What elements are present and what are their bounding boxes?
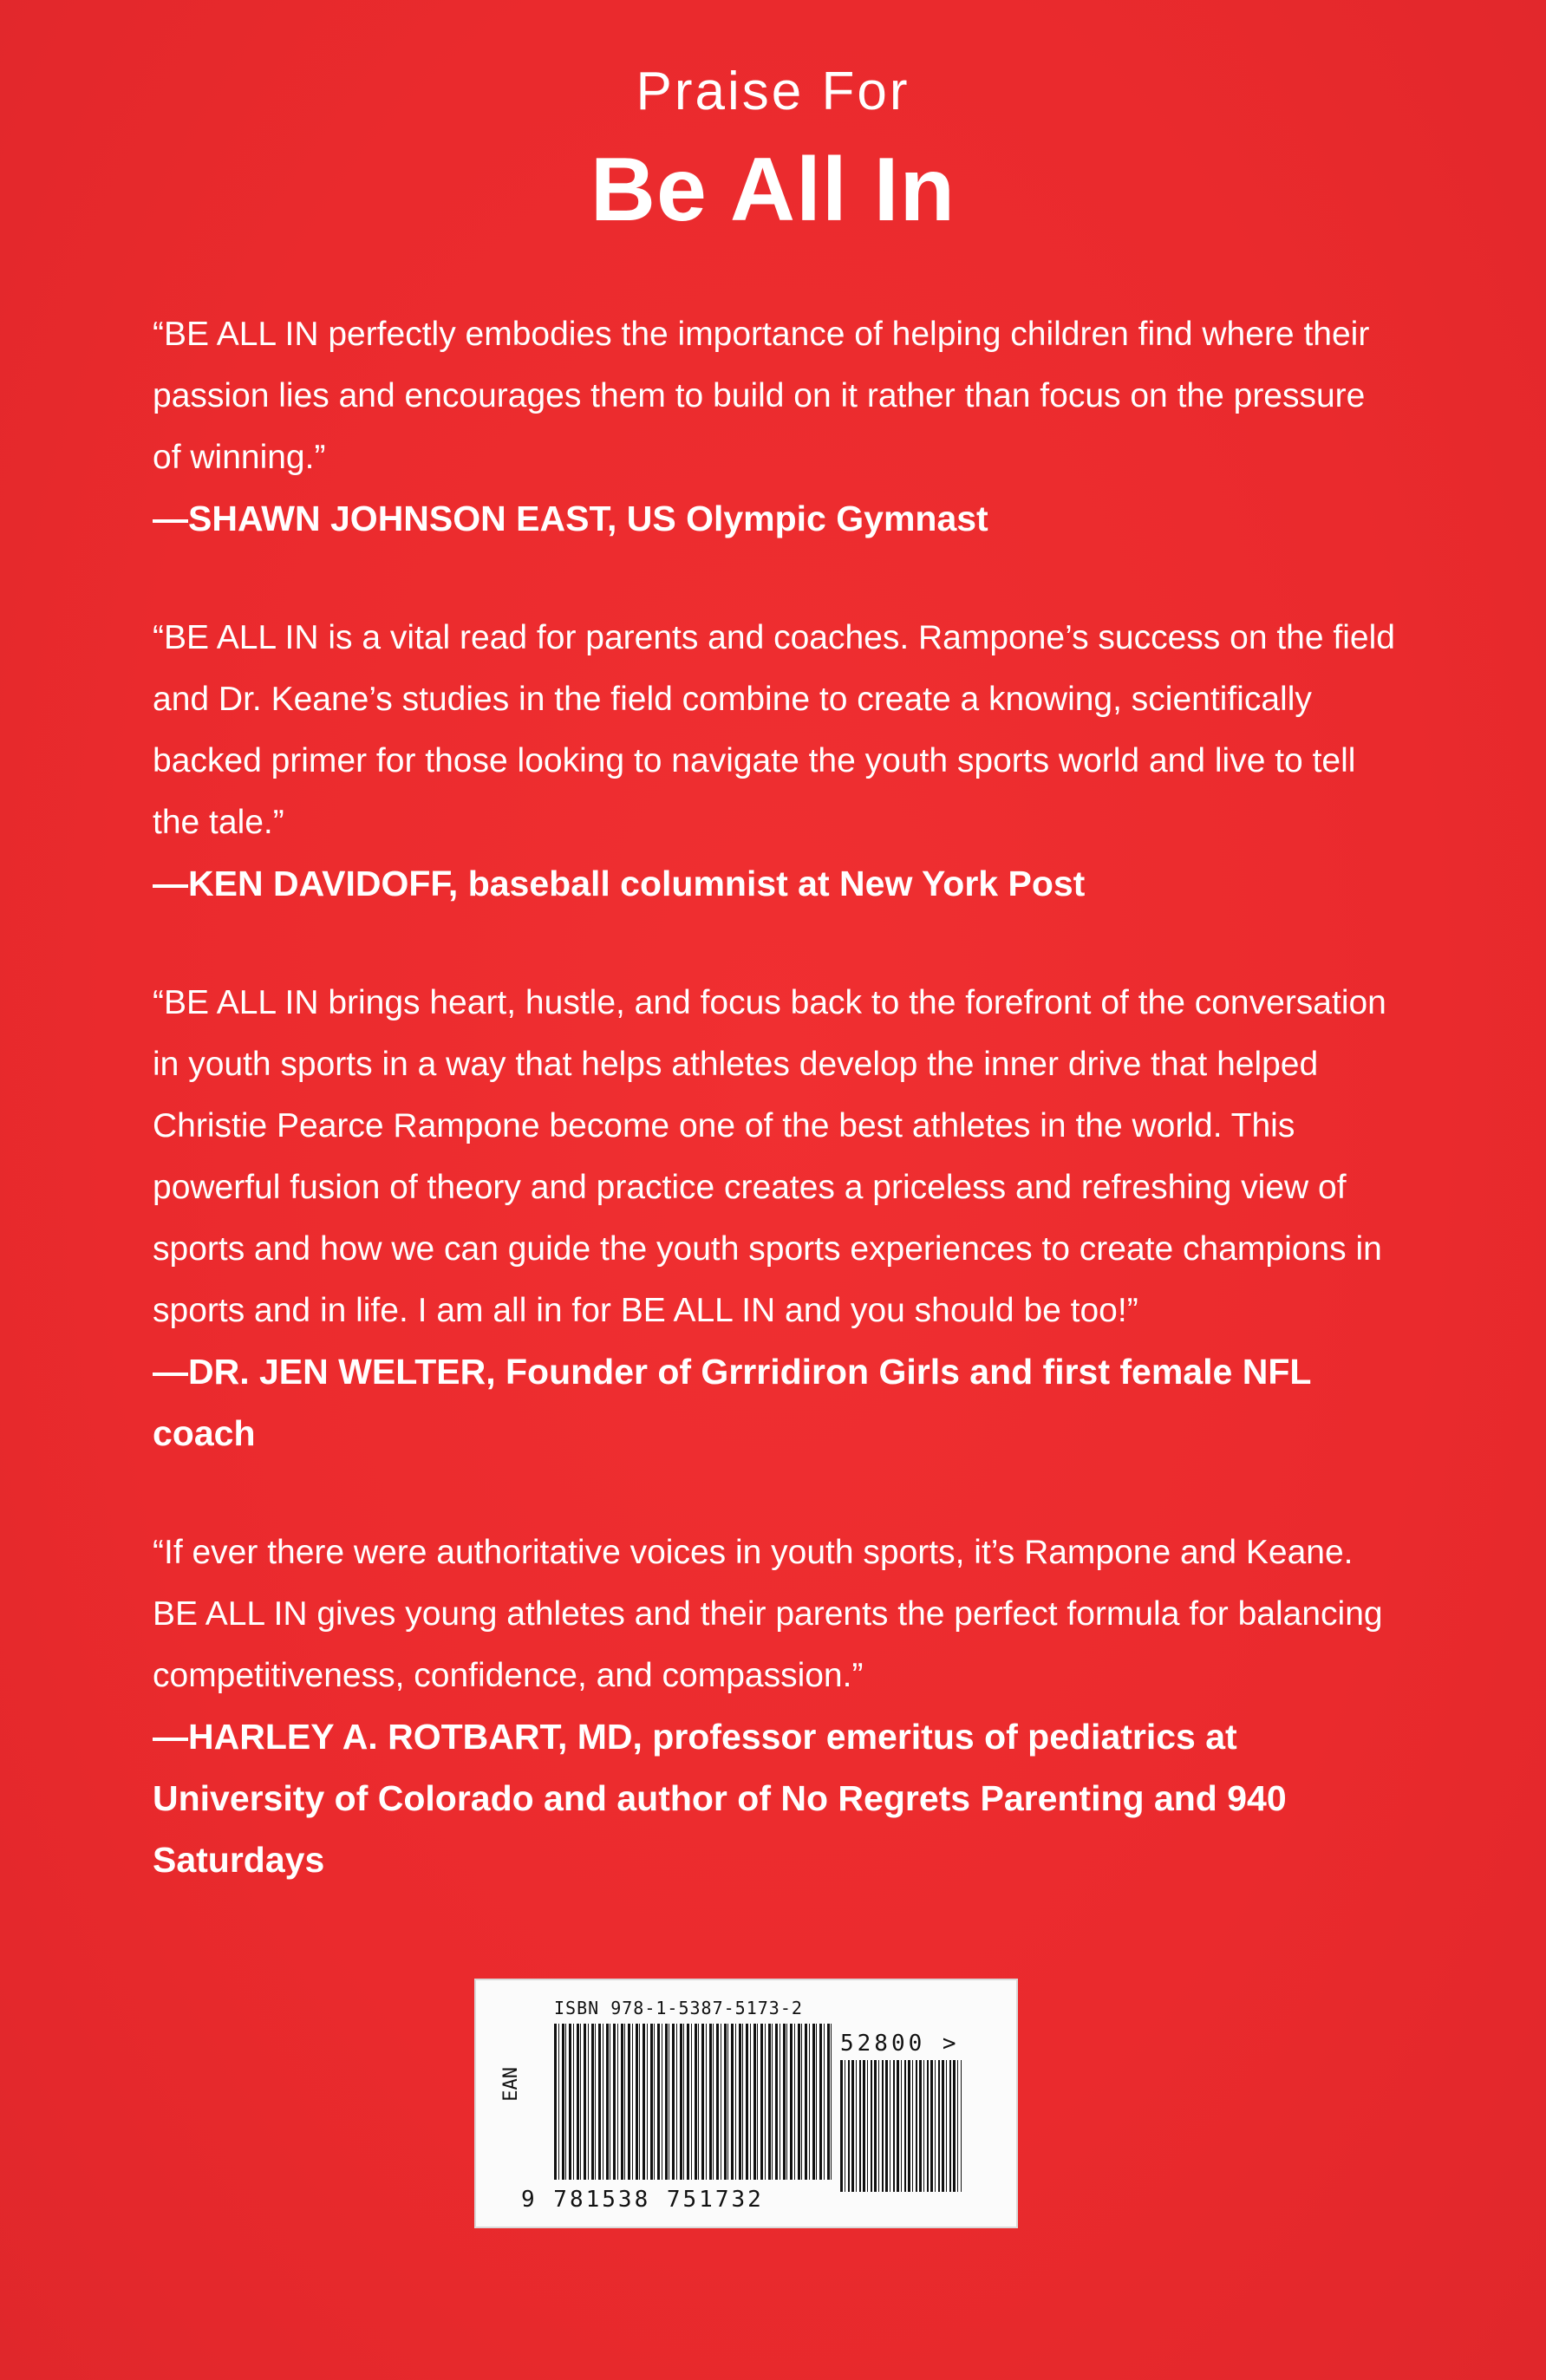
price-barcode-bars [840,2060,962,2192]
quote-item [153,972,1401,1464]
praise-quotes [153,303,1401,1948]
quote-item [153,1522,1401,1891]
quote-attribution: —KEN DAVIDOFF, baseball columnist at New York Post [153,864,1086,903]
praise-for-heading: Praise For [636,62,910,121]
quote-attribution: —DR. JEN WELTER, Founder of Grrridiron Girls and first female NFL coach [153,1352,1311,1453]
price-code: 52800 > [840,2031,960,2057]
quote-item [153,607,1401,915]
quote-item [153,303,1401,550]
ean-barcode-bars [554,2024,832,2180]
book-title: Be All In [590,140,956,240]
quote-text: “BE ALL IN is a vital read for parents and coaches. Rampone’s success on the field and Dr. Keane’s studies in the field combine to create a knowing, scientifically backed primer for those looking to navigate the youth sports world and live to tell the tale.” [153,619,1395,841]
barcode-digits: 9 781538 751732 [521,2187,764,2213]
quote-text: “BE ALL IN perfectly embodies the importance of helping children find where their passion lies and encourages them to build on it rather than focus on the pressure of winning.” [153,316,1370,476]
quote-text: “BE ALL IN brings heart, hustle, and focus back to the forefront of the conversation in youth sports in a way that helps athletes develop the inner drive that helped Christie Pearce Rampone become one of the best athletes in the world. This powerful fusion of theory and practice creates a priceless and refreshing view of sports and how we can guide the youth sports experiences to create champions in sports and in life. I am all in for BE ALL IN and you should be too!” [153,984,1386,1329]
quote-attribution: —HARLEY A. ROTBART, MD, professor emeritus of pediatrics at University of Colorado and author of No Regrets Parenting and 940 Saturdays [153,1717,1287,1880]
quote-text: “If ever there were authoritative voices in youth sports, it’s Rampone and Keane. BE ALL IN gives young athletes and their parents the perfect formula for balancing competitiveness, confidence, and compassion.” [153,1534,1383,1694]
isbn-text: ISBN 978-1-5387-5173-2 [554,1998,803,2018]
quote-attribution: —SHAWN JOHNSON EAST, US Olympic Gymnast [153,499,988,538]
barcode-label [474,1979,1018,2228]
ean-text: EAN [500,2067,522,2102]
